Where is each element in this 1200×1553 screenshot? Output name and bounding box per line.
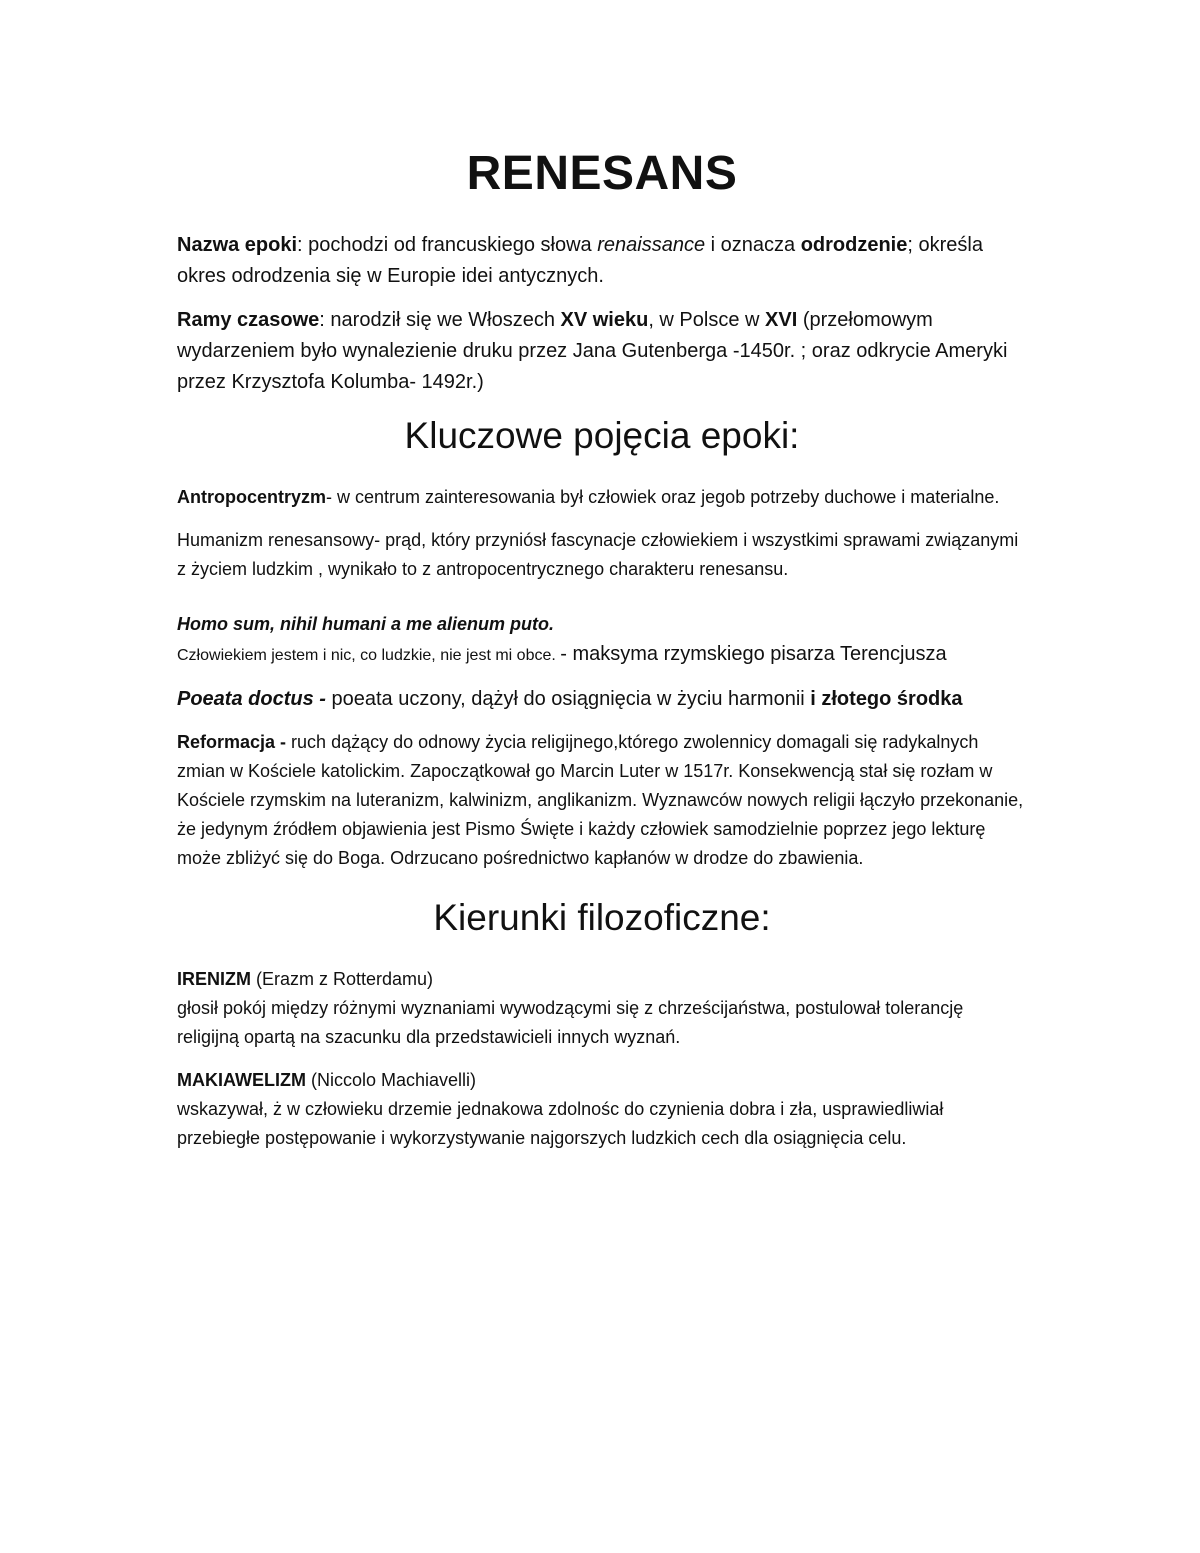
reformation-label: Reformacja - bbox=[177, 732, 287, 752]
time-frame-text-2: , w Polsce w bbox=[648, 309, 766, 331]
reformation-text: ruch dążący do odnowy życia religijnego,którego zwolennicy domagali się radykalnych zmian w Kościele katolickim. Zapoczątkował go Marcin Luter w 1517r. Konsekwencją stał się rozłam w Kościele rzymskim na luteranizm, kalwinizm, anglikanizm. Wyznawców nowych religii łączyło przekonanie, że jedynym źródłem objawienia jest Pismo Święte i każdy człowiek samodzielnie poprzez jego lekturę może zbliżyć się do Boga. Odrzucano pośrednictwo kapłanów w drodze do zbawienia. bbox=[177, 732, 1024, 868]
time-frame-text-1: : narodził się we Włoszech bbox=[319, 309, 561, 331]
anthropocentrism-text: - w centrum zainteresowania był człowiek oraz jegob potrzeby duchowe i materialne. bbox=[326, 487, 1000, 507]
epoch-name-label: Nazwa epoki bbox=[177, 234, 298, 256]
machiavellism-text: wskazywał, ż w człowieku drzemie jednakowa zdolnośc do czynienia dobra i zła, usprawiedliwiał przebiegłe postępowanie i wykorzystywanie najgorszych ludzkich cech dla osiągnięcia celu. bbox=[177, 1099, 944, 1148]
document-content bbox=[177, 140, 1027, 1167]
epoch-name-text-2: i oznacza bbox=[705, 234, 801, 256]
paragraph-maxim-latin bbox=[177, 610, 1027, 639]
section-heading-key-concepts: Kluczowe pojęcia epoki: bbox=[404, 415, 800, 456]
paragraph-poeta-doctus bbox=[177, 684, 1027, 715]
paragraph-maxim-translation bbox=[177, 639, 1027, 671]
paragraph-anthropocentrism bbox=[177, 483, 1027, 512]
irenism-author: (Erazm z Rotterdamu) bbox=[251, 969, 434, 989]
renaissance-term: renaissance bbox=[597, 234, 706, 256]
xvi-century: XVI bbox=[765, 309, 798, 331]
xv-century: XV wieku bbox=[560, 309, 649, 331]
paragraph-humanism: Humanizm renesansowy- prąd, który przyniósł fascynacje człowiekiem i wszystkimi sprawami związanymi z życiem ludzkim , wynikało to z antropocentrycznego charakteru renesansu. bbox=[177, 530, 1019, 579]
page-title: RENESANS bbox=[466, 147, 738, 200]
epoch-name-text-3: ; określa okres odrodzenia się w Europie idei antycznych. bbox=[177, 234, 983, 287]
paragraph-epoch-name bbox=[177, 230, 1027, 292]
rebirth-term: odrodzenie bbox=[800, 234, 908, 256]
maxim-latin: Homo sum, nihil humani a me alienum puto. bbox=[177, 614, 555, 634]
time-frame-text-3: (przełomowym wydarzeniem było wynalezienie druku przez Jana Gutenberga -1450r. ; oraz odkrycie Ameryki przez Krzysztofa Kolumba- 1492r.) bbox=[177, 309, 1008, 393]
irenism-label: IRENIZM bbox=[177, 969, 251, 989]
paragraph-time-frame bbox=[177, 305, 1027, 398]
paragraph-irenism bbox=[177, 965, 1027, 1052]
epoch-name-text-1: : pochodzi od francuskiego słowa bbox=[297, 234, 598, 256]
maxim-translation: Człowiekiem jestem i nic, co ludzkie, nie jest mi obce. bbox=[177, 647, 561, 664]
paragraph-machiavellism bbox=[177, 1066, 1027, 1153]
poeta-doctus-text: poeata uczony, dążył do osiągnięcia w życiu harmonii bbox=[325, 688, 811, 710]
machiavellism-author: (Niccolo Machiavelli) bbox=[305, 1070, 477, 1090]
irenism-text: głosił pokój między różnymi wyznaniami wywodzącymi się z chrześcijaństwa, postulował tolerancję religijną opartą na szacunku dla przedstawicieli innych wyznań. bbox=[177, 998, 964, 1047]
maxim-attribution: - maksyma rzymskiego pisarza Terencjusza bbox=[560, 643, 947, 665]
section-heading-philosophy: Kierunki filozoficzne: bbox=[433, 897, 771, 938]
golden-mean: i złotego środka bbox=[810, 688, 963, 710]
poeta-doctus-label: Poeata doctus - bbox=[177, 688, 326, 710]
machiavellism-label: MAKIAWELIZM bbox=[177, 1070, 306, 1090]
time-frame-label: Ramy czasowe bbox=[177, 309, 320, 331]
anthropocentrism-label: Antropocentryzm bbox=[177, 487, 327, 507]
paragraph-reformation bbox=[177, 728, 1027, 873]
